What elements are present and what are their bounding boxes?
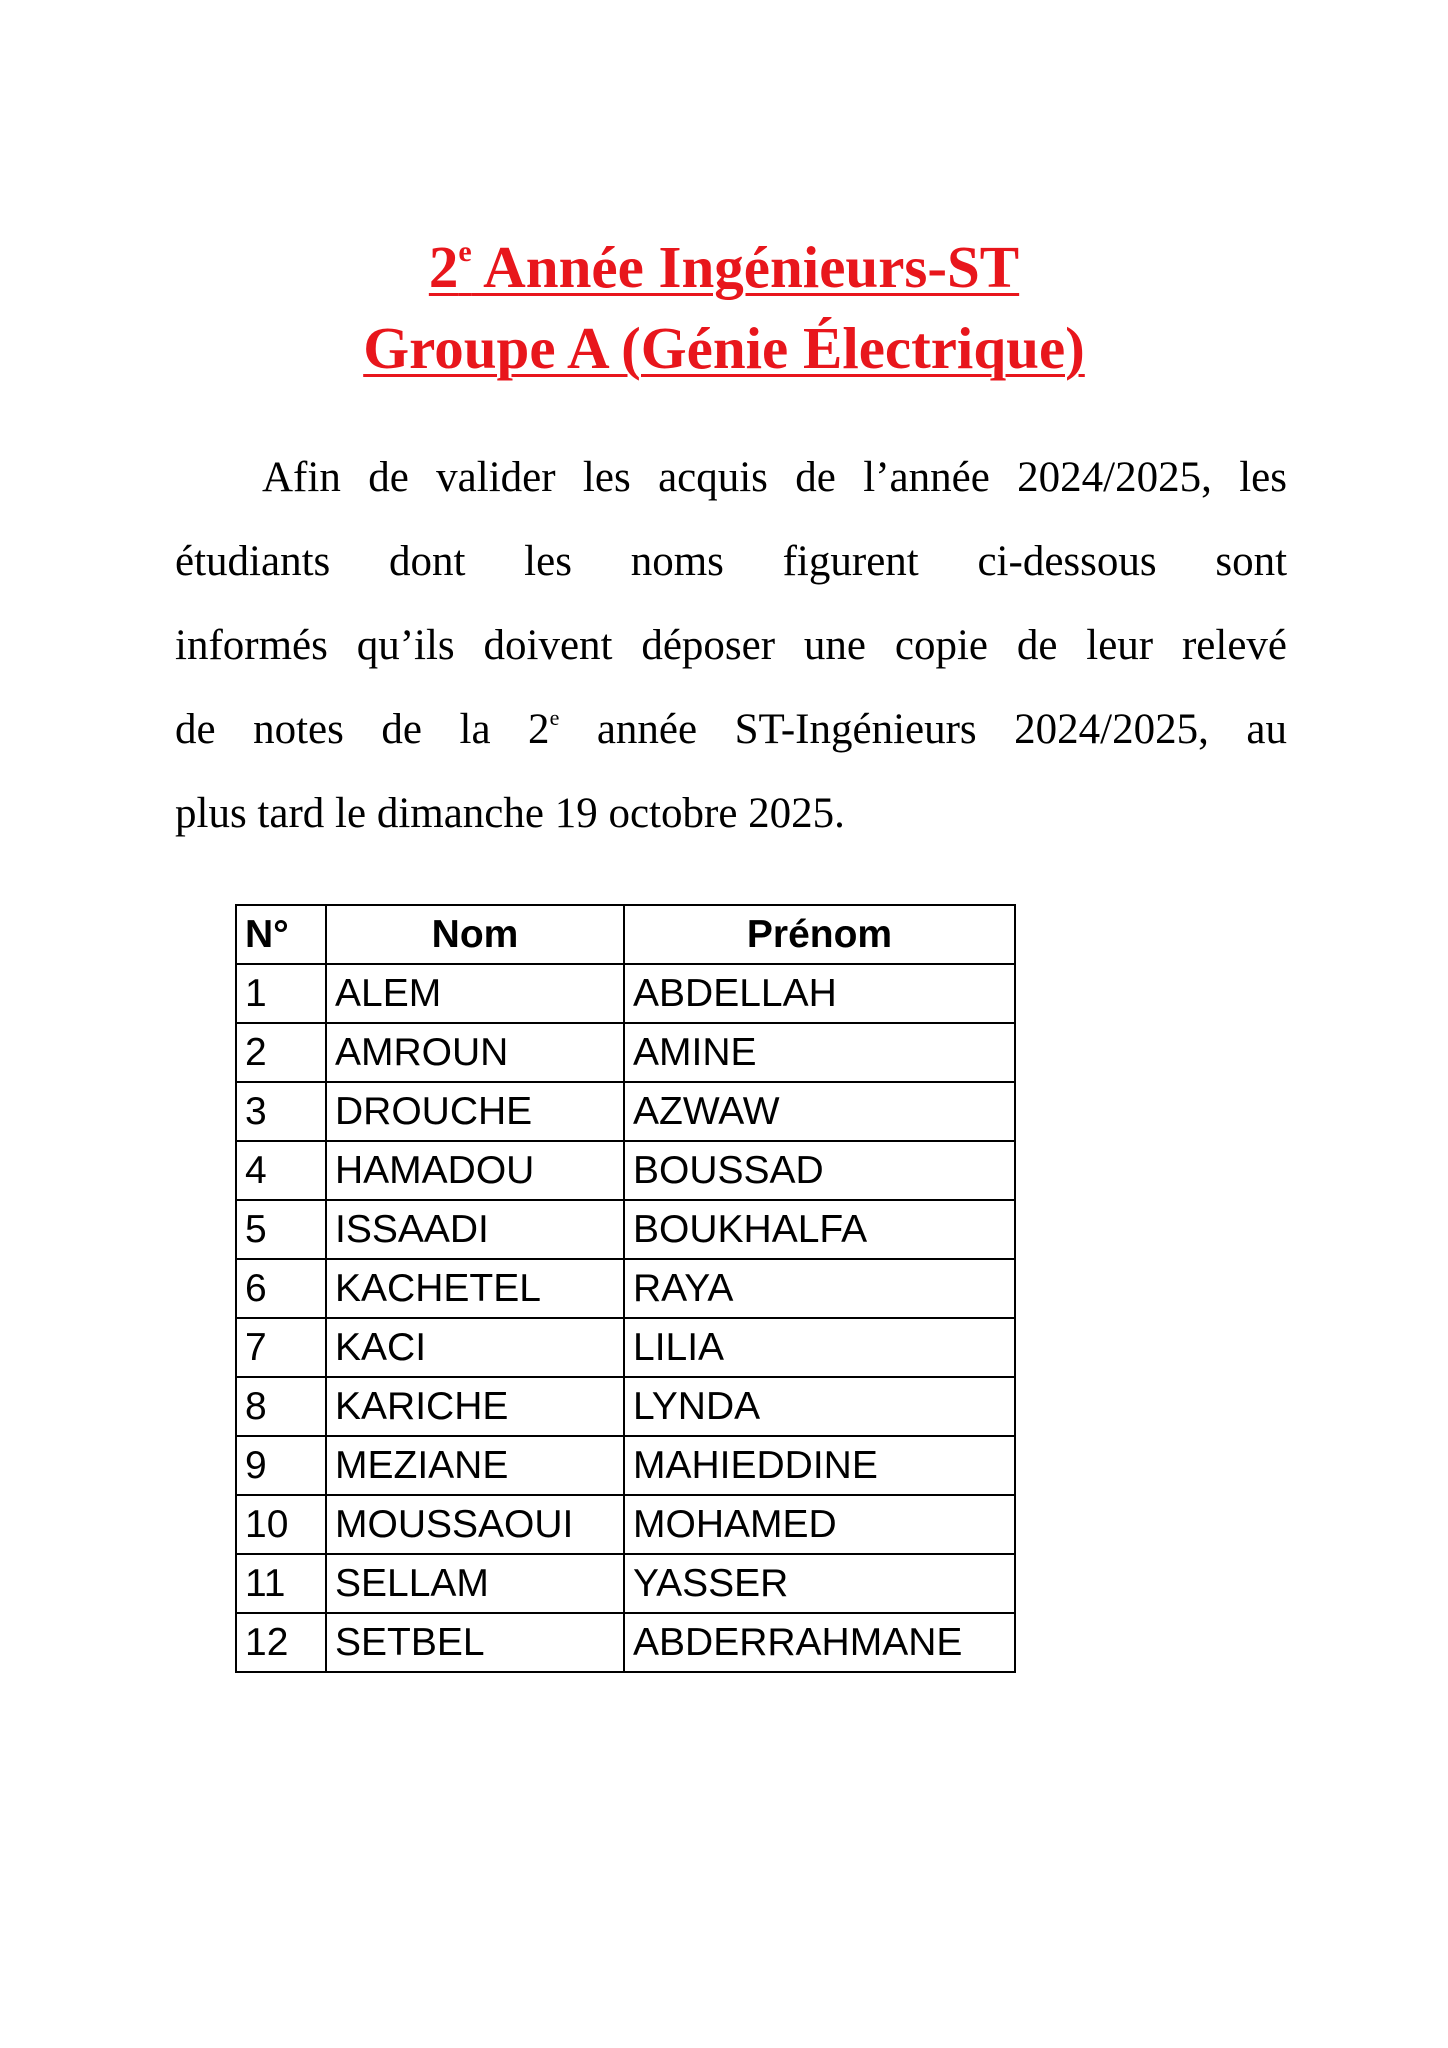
cell-number: 9 [236, 1436, 326, 1495]
table-row [236, 1436, 1015, 1495]
paragraph-word: les [524, 538, 572, 585]
cell-number: 2 [236, 1023, 326, 1082]
cell-first-name: BOUSSAD [624, 1141, 1015, 1200]
paragraph-line-1: Afin de valider les acquis de l’année 2024/2025, les [262, 454, 1287, 501]
table-row [236, 1082, 1015, 1141]
cell-first-name: LYNDA [624, 1377, 1015, 1436]
cell-first-name: ABDELLAH [624, 964, 1015, 1023]
page-title [0, 235, 1448, 299]
cell-last-name: MOUSSAOUI [326, 1495, 624, 1554]
cell-last-name: HAMADOU [326, 1141, 624, 1200]
cell-first-name: RAYA [624, 1259, 1015, 1318]
header-last-name: Nom [326, 905, 624, 964]
header-number: N° [236, 905, 326, 964]
paragraph-line-3: informés qu’ils doivent déposer une copie de leur relevé [175, 622, 1287, 669]
students-table [235, 904, 1016, 1673]
table-header-row [236, 905, 1015, 964]
cell-number: 5 [236, 1200, 326, 1259]
paragraph-line-4-start: de notes de la 2 [175, 706, 550, 753]
cell-first-name: AMINE [624, 1023, 1015, 1082]
paragraph-ordinal-suffix: e [549, 705, 560, 730]
paragraph-word: ci-dessous [977, 538, 1157, 585]
cell-number: 10 [236, 1495, 326, 1554]
cell-last-name: DROUCHE [326, 1082, 624, 1141]
paragraph-word: sont [1215, 538, 1288, 585]
cell-number: 3 [236, 1082, 326, 1141]
cell-last-name: SETBEL [326, 1613, 624, 1672]
table-row [236, 1023, 1015, 1082]
cell-first-name: MAHIEDDINE [624, 1436, 1015, 1495]
cell-first-name: BOUKHALFA [624, 1200, 1015, 1259]
cell-number: 6 [236, 1259, 326, 1318]
header-first-name: Prénom [624, 905, 1015, 964]
title-program: Année Ingénieurs-ST [471, 234, 1020, 300]
cell-number: 1 [236, 964, 326, 1023]
table-row [236, 1141, 1015, 1200]
paragraph-word: figurent [782, 538, 919, 585]
paragraph-line-4 [175, 700, 1287, 760]
cell-first-name: AZWAW [624, 1082, 1015, 1141]
table-row [236, 964, 1015, 1023]
cell-first-name: ABDERRAHMANE [624, 1613, 1015, 1672]
cell-number: 4 [236, 1141, 326, 1200]
cell-last-name: ISSAADI [326, 1200, 624, 1259]
table-row [236, 1495, 1015, 1554]
table-row [236, 1377, 1015, 1436]
table-row [236, 1200, 1015, 1259]
cell-number: 12 [236, 1613, 326, 1672]
cell-number: 7 [236, 1318, 326, 1377]
cell-last-name: KACHETEL [326, 1259, 624, 1318]
table-row [236, 1613, 1015, 1672]
table-row [236, 1318, 1015, 1377]
paragraph-line-4-end: année ST-Ingénieurs 2024/2025, au [559, 706, 1287, 753]
title-year-number: 2 [428, 234, 459, 300]
cell-last-name: KARICHE [326, 1377, 624, 1436]
paragraph-line-5: plus tard le dimanche 19 octobre 2025. [175, 790, 845, 837]
cell-last-name: SELLAM [326, 1554, 624, 1613]
page-subtitle: Groupe A (Génie Électrique) [363, 315, 1085, 381]
cell-first-name: YASSER [624, 1554, 1015, 1613]
cell-number: 8 [236, 1377, 326, 1436]
table-row [236, 1554, 1015, 1613]
paragraph-line-2 [175, 532, 1287, 592]
paragraph-word: dont [388, 538, 466, 585]
table-row [236, 1259, 1015, 1318]
cell-first-name: MOHAMED [624, 1495, 1015, 1554]
title-ordinal-suffix: e [458, 235, 472, 268]
paragraph-word: étudiants [175, 538, 331, 585]
cell-first-name: LILIA [624, 1318, 1015, 1377]
cell-last-name: KACI [326, 1318, 624, 1377]
cell-number: 11 [236, 1554, 326, 1613]
cell-last-name: ALEM [326, 964, 624, 1023]
cell-last-name: AMROUN [326, 1023, 624, 1082]
paragraph-word: noms [630, 538, 724, 585]
cell-last-name: MEZIANE [326, 1436, 624, 1495]
